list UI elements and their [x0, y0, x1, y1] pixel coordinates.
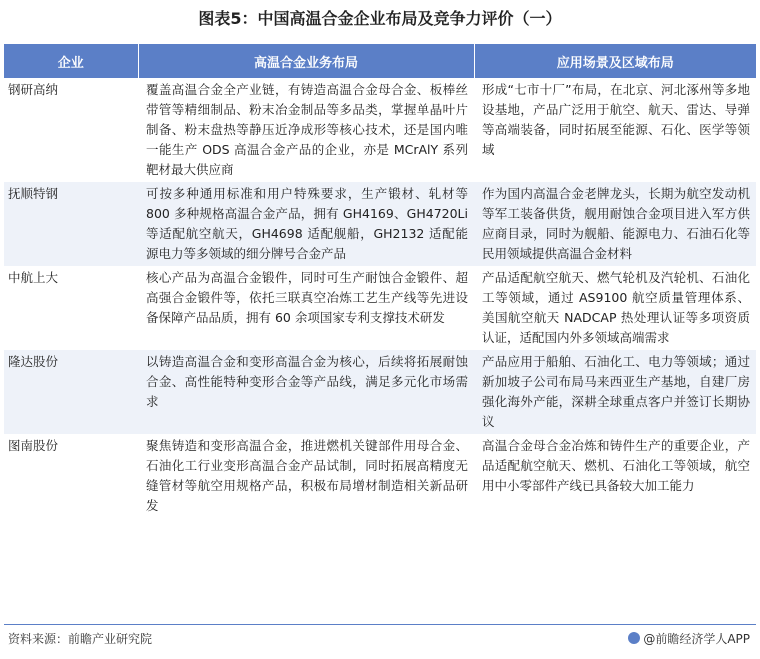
application-cell: 作为国内高温合金老牌龙头，长期为航空发动机等军工装备供货，舰用耐蚀合金项目进入军方供应商目录，同时为舰船、能源电力、石油石化等民用领域提供高温合金材料 — [474, 182, 756, 266]
business-cell: 聚焦铸造和变形高温合金，推进燃机关键部件用母合金、石油化工行业变形高温合金产品试制，同时拓展高精度无缝管材等航空用规格产品，积极布局增材制造相关新品研发 — [138, 434, 474, 518]
header-business: 高温合金业务布局 — [138, 44, 474, 78]
table-header-row — [4, 44, 756, 78]
application-cell: 产品适配航空航天、燃气轮机及汽轮机、石油化工等领域，通过 AS9100 航空质量管理体系、美国航空航天 NADCAP 热处理认证等多项资质认证，适配国内外多领域高端需求 — [474, 266, 756, 350]
company-cell: 抚顺特钢 — [4, 182, 138, 266]
company-cell: 中航上大 — [4, 266, 138, 350]
application-cell: 高温合金母合金冶炼和铸件生产的重要企业，产品适配航空航天、燃机、石油化工等领域，航空用中小零部件产线已具备较大加工能力 — [474, 434, 756, 518]
brand-text: @前瞻经济学人APP — [643, 632, 750, 646]
table-row — [4, 266, 756, 350]
application-cell: 产品应用于船舶、石油化工、电力等领域；通过新加坡子公司布局马来西亚生产基地，自建厂房强化海外产能，深耕全球重点客户并签订长期协议 — [474, 350, 756, 434]
business-cell: 以铸造高温合金和变形高温合金为核心，后续将拓展耐蚀合金、高性能特种变形合金等产品线，满足多元化市场需求 — [138, 350, 474, 434]
company-cell: 隆达股份 — [4, 350, 138, 434]
footer-divider — [4, 624, 756, 625]
table-row — [4, 434, 756, 518]
table-row — [4, 182, 756, 266]
header-company: 企业 — [4, 44, 138, 78]
business-cell: 核心产品为高温合金锻件，同时可生产耐蚀合金锻件、超高强合金锻件等，依托三联真空冶炼工艺生产线等先进设备保障产品品质，拥有 60 余项国家专利支撑技术研发 — [138, 266, 474, 350]
company-cell: 图南股份 — [4, 434, 138, 518]
table-row — [4, 350, 756, 434]
brand-logo-icon — [628, 632, 640, 644]
table-row — [4, 78, 756, 182]
application-cell: 形成“七市十厂”布局，在北京、河北涿州等多地设基地，产品广泛用于航空、航天、雷达、导弹等高端装备，同时拓展至能源、石化、医学等领域 — [474, 78, 756, 182]
source-note: 资料来源：前瞻产业研究院 — [8, 632, 153, 646]
brand-note — [628, 630, 750, 647]
business-cell: 覆盖高温合金全产业链，有铸造高温合金母合金、板棒丝带管等精细制品、粉末冶金制品等多品类，掌握单晶叶片制备、粉末盘热等静压近净成形等核心技术，还是国内唯一能生产 ODS 高温合金产品的企业，亦是 MCrAlY 系列靶材最大供应商 — [138, 78, 474, 182]
header-application: 应用场景及区域布局 — [474, 44, 756, 78]
chart-title: 图表5：中国高温合金企业布局及竞争力评价（一） — [198, 9, 562, 28]
company-cell: 钢研高纳 — [4, 78, 138, 182]
layout-table — [4, 44, 756, 518]
business-cell: 可按多种通用标准和用户特殊要求，生产锻材、轧材等 800 多种规格高温合金产品，拥有 GH4169、GH4720Li 等适配航空航天，GH4698 适配舰船，GH2132 适配能源电力等多领域的细分牌号合金产品 — [138, 182, 474, 266]
